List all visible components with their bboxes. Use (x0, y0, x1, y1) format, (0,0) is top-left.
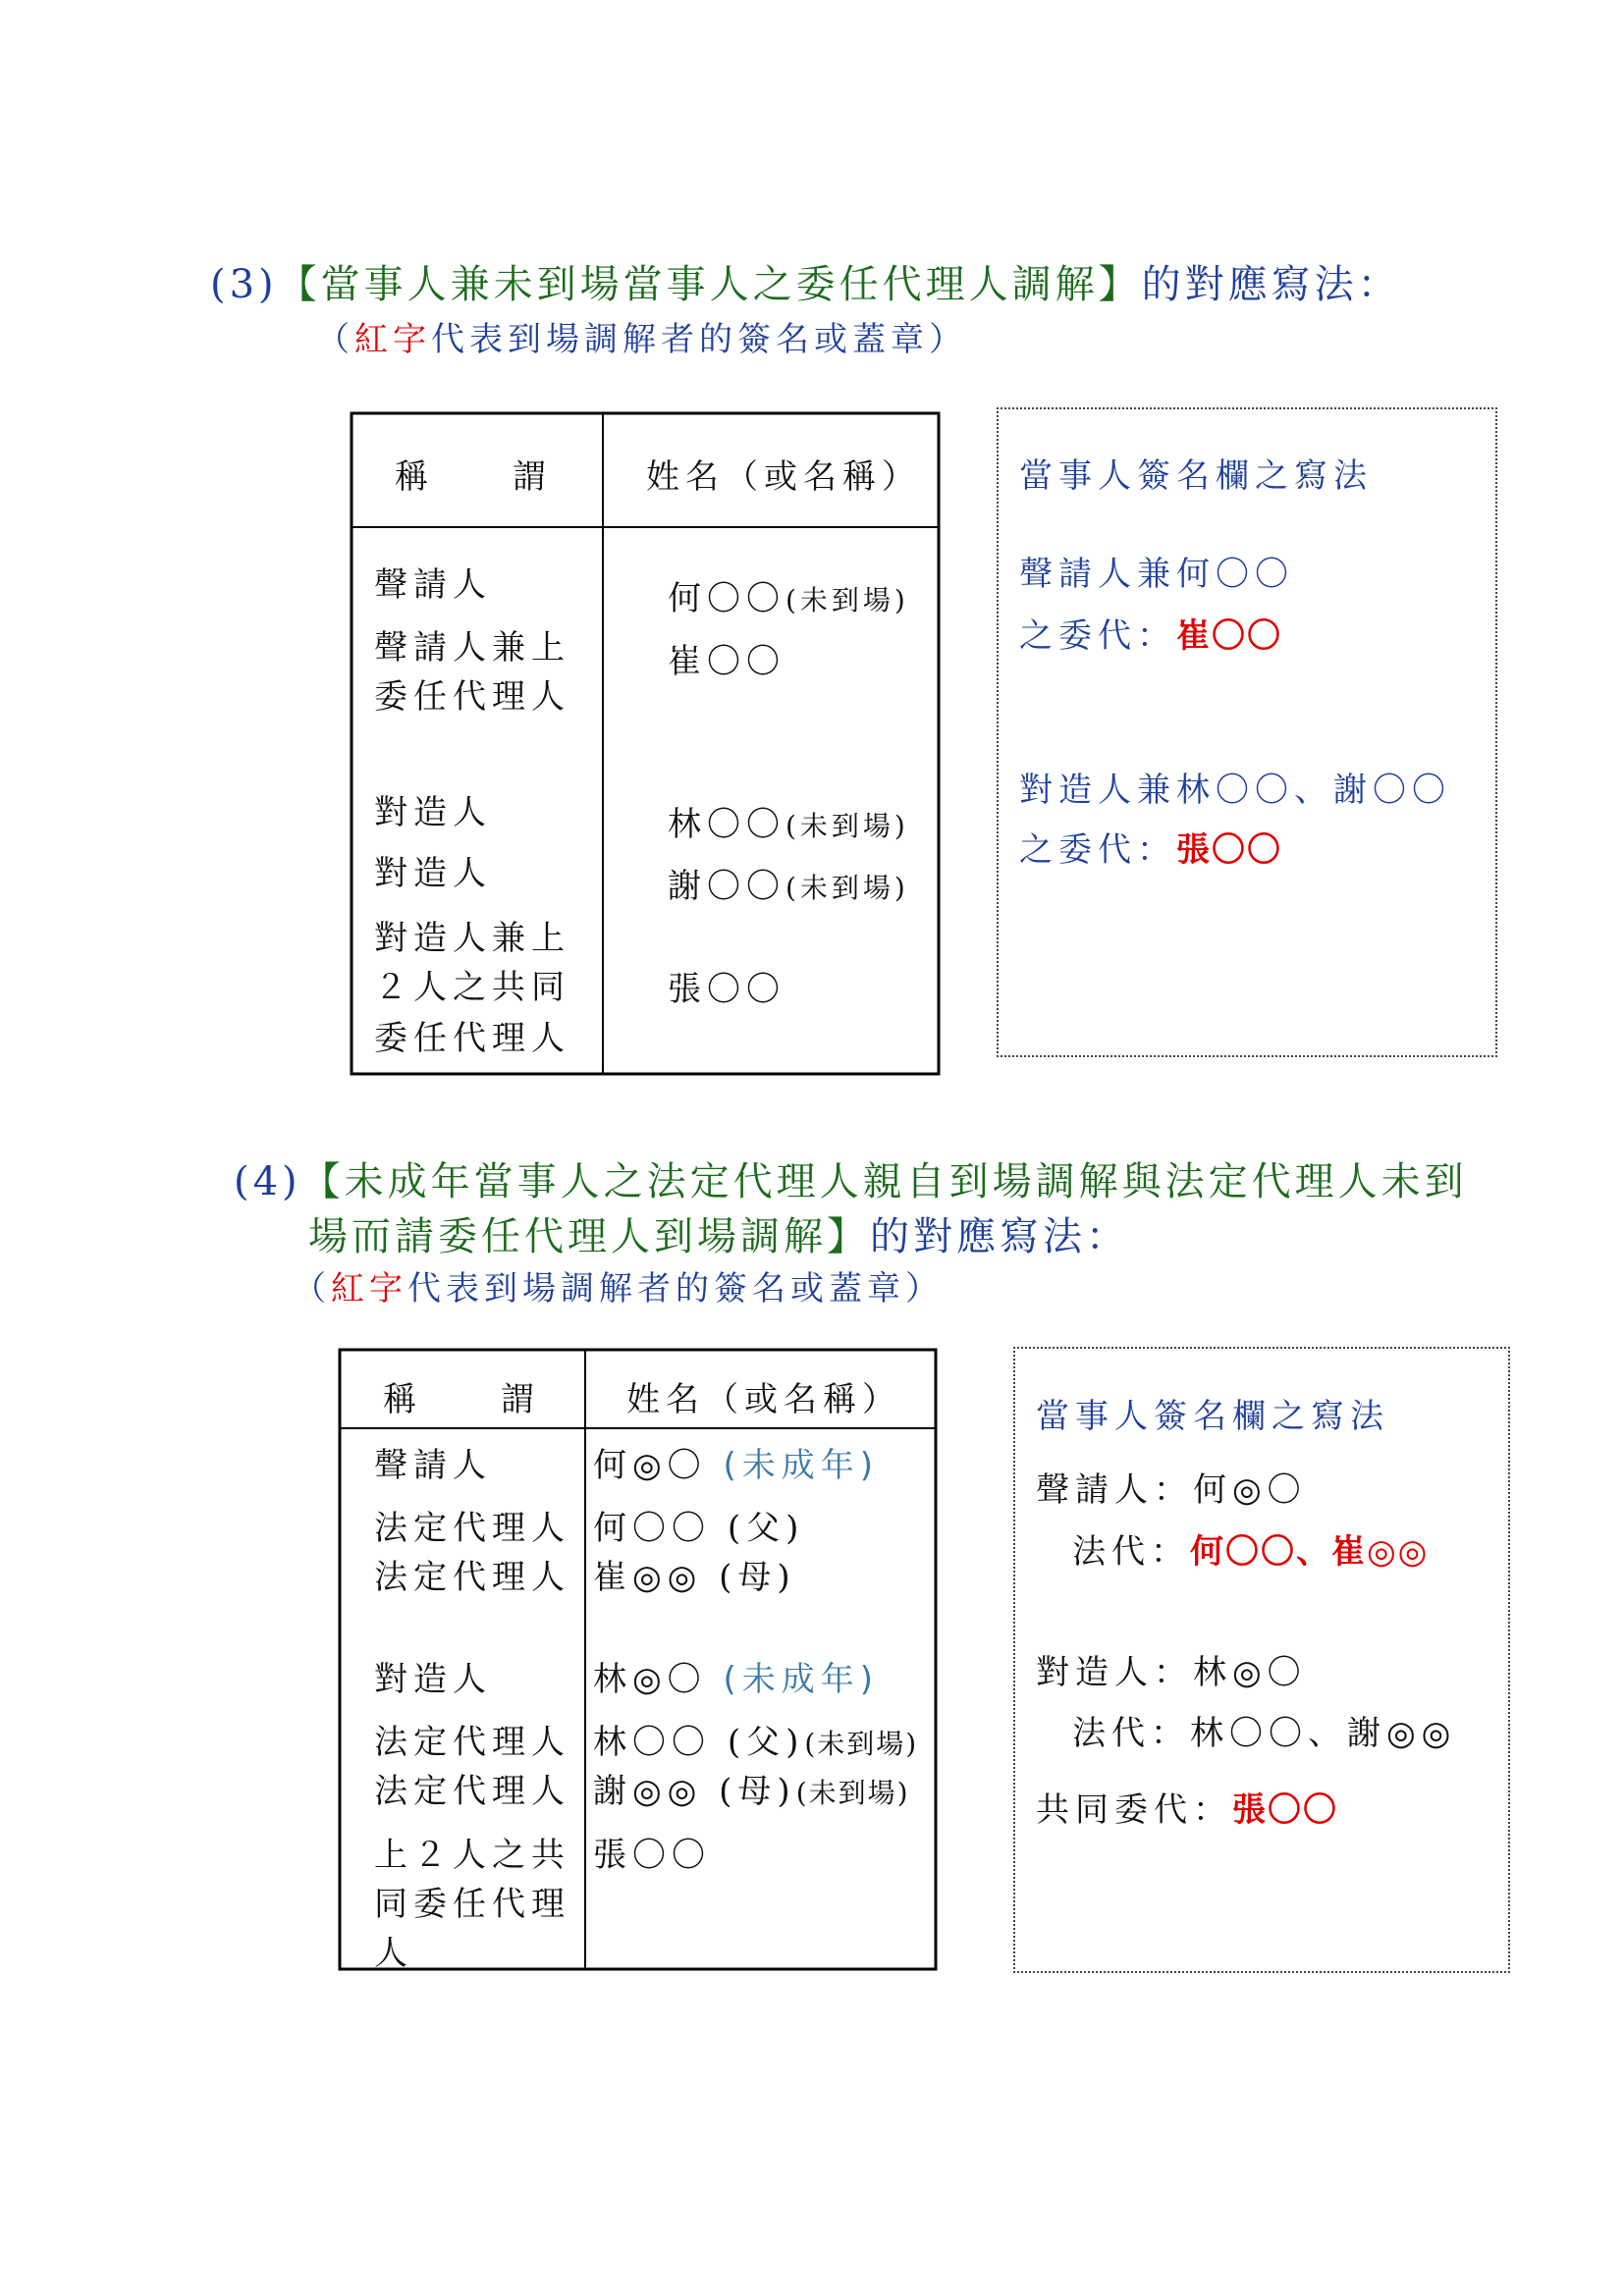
table3-role: 委任代理人 (374, 1019, 570, 1058)
section3-number: (3) (210, 262, 278, 307)
table3-role: 對造人 (374, 793, 492, 832)
section3-sig-line1: 聲請人兼何〇〇 (1019, 555, 1294, 594)
table3-role: 聲請人兼上 (374, 628, 570, 667)
table4-role: 聲請人 (374, 1446, 492, 1485)
section4-sig-line3: 對造人：林◎〇 (1036, 1653, 1307, 1692)
table4-header-name: 姓名（或名稱） (626, 1380, 901, 1419)
table3-role: 對造人 (374, 854, 492, 893)
table4-role: 法定代理人 (374, 1772, 570, 1811)
section4-title-tail: 的對應寫法： (870, 1214, 1129, 1259)
section4-sig-line2: 法代：何〇〇、崔◎◎ (1072, 1532, 1430, 1572)
table3-header-title: 稱 謂 (395, 457, 552, 497)
section4-sig-line1: 聲請人：何◎〇 (1036, 1470, 1307, 1510)
table3-role: 委任代理人 (374, 677, 570, 717)
table4-role: 上２人之共 (374, 1836, 570, 1875)
section3-title-tail: 的對應寫法： (1141, 262, 1401, 307)
section3-note-red: 紅字 (354, 320, 431, 359)
section4-title-line1: 未成年當事人之法定代理人親自到場調解與法定代理人未到 (344, 1159, 1468, 1204)
section4-bracket-open: 【 (300, 1159, 345, 1204)
section4-sig-title: 當事人簽名欄之寫法 (1036, 1397, 1389, 1436)
table4-name: 張〇〇 (593, 1836, 711, 1875)
table4-role: 法定代理人 (374, 1558, 570, 1597)
table3-name: 林〇〇(未到場) (668, 805, 909, 844)
table4-name: 何◎〇 (未成年) (593, 1446, 880, 1485)
table4-name: 林◎〇 (未成年) (593, 1660, 880, 1699)
table4-name: 林〇〇 (父)(未到場) (593, 1723, 919, 1762)
section4-sig-red-name: 張〇〇 (1232, 1790, 1338, 1830)
table4-name: 崔◎◎ (母) (593, 1558, 796, 1597)
table3-name: 謝〇〇(未到場) (668, 867, 909, 906)
section3-sig-title: 當事人簽名欄之寫法 (1019, 456, 1373, 496)
table3-role: 聲請人 (374, 565, 492, 605)
section3-note-open: （ (316, 320, 354, 359)
section3-sig-line4: 之委代：張〇〇 (1019, 830, 1282, 870)
section4-bracket-close: 】 (827, 1214, 870, 1259)
section4-note-open: （ (293, 1269, 331, 1308)
table3-role: 對造人兼上 (374, 919, 570, 958)
section4-sig-line5: 共同委代：張〇〇 (1036, 1790, 1338, 1830)
section4-sig-line4: 法代：林〇〇、謝◎◎ (1072, 1714, 1457, 1753)
table3-name: 張〇〇 (668, 970, 785, 1009)
section4-number: (4) (234, 1159, 301, 1204)
table4-role: 法定代理人 (374, 1509, 570, 1548)
section4-sig-red-name: 何〇〇、崔◎◎ (1190, 1532, 1430, 1572)
section3-sig-red-name: 崔〇〇 (1176, 616, 1282, 656)
table4-role: 對造人 (374, 1660, 492, 1699)
section3-bracket-open: 【 (277, 262, 321, 307)
table3-name: 何〇〇(未到場) (668, 579, 909, 618)
section3-sig-line2: 之委代：崔〇〇 (1019, 616, 1282, 656)
table4-role: 人 (374, 1934, 413, 1973)
section3-note-rest: 代表到場調解者的簽名或蓋章） (431, 320, 967, 359)
table3-header-name: 姓名（或名稱） (646, 457, 921, 497)
table4-name: 何〇〇 (父) (593, 1509, 805, 1548)
section3-bracket-close: 】 (1098, 262, 1142, 307)
section3-title: 當事人兼未到場當事人之委任代理人調解 (320, 262, 1099, 307)
section4-note-rest: 代表到場調解者的簽名或蓋章） (407, 1269, 944, 1308)
table4-header-title: 稱 謂 (383, 1380, 540, 1419)
table3-name: 崔〇〇 (668, 642, 785, 681)
table4-role: 法定代理人 (374, 1723, 570, 1762)
section4-note-red: 紅字 (331, 1269, 407, 1308)
section3-sig-line3: 對造人兼林〇〇、謝〇〇 (1019, 771, 1451, 810)
section4-title-line2: 場而請委任代理人到場調解 (308, 1214, 827, 1259)
table4-name: 謝◎◎ (母)(未到場) (593, 1772, 910, 1811)
section3-sig-red-name: 張〇〇 (1176, 830, 1282, 870)
table4-role: 同委任代理 (374, 1885, 570, 1924)
table3-role: ２人之共同 (374, 968, 570, 1007)
